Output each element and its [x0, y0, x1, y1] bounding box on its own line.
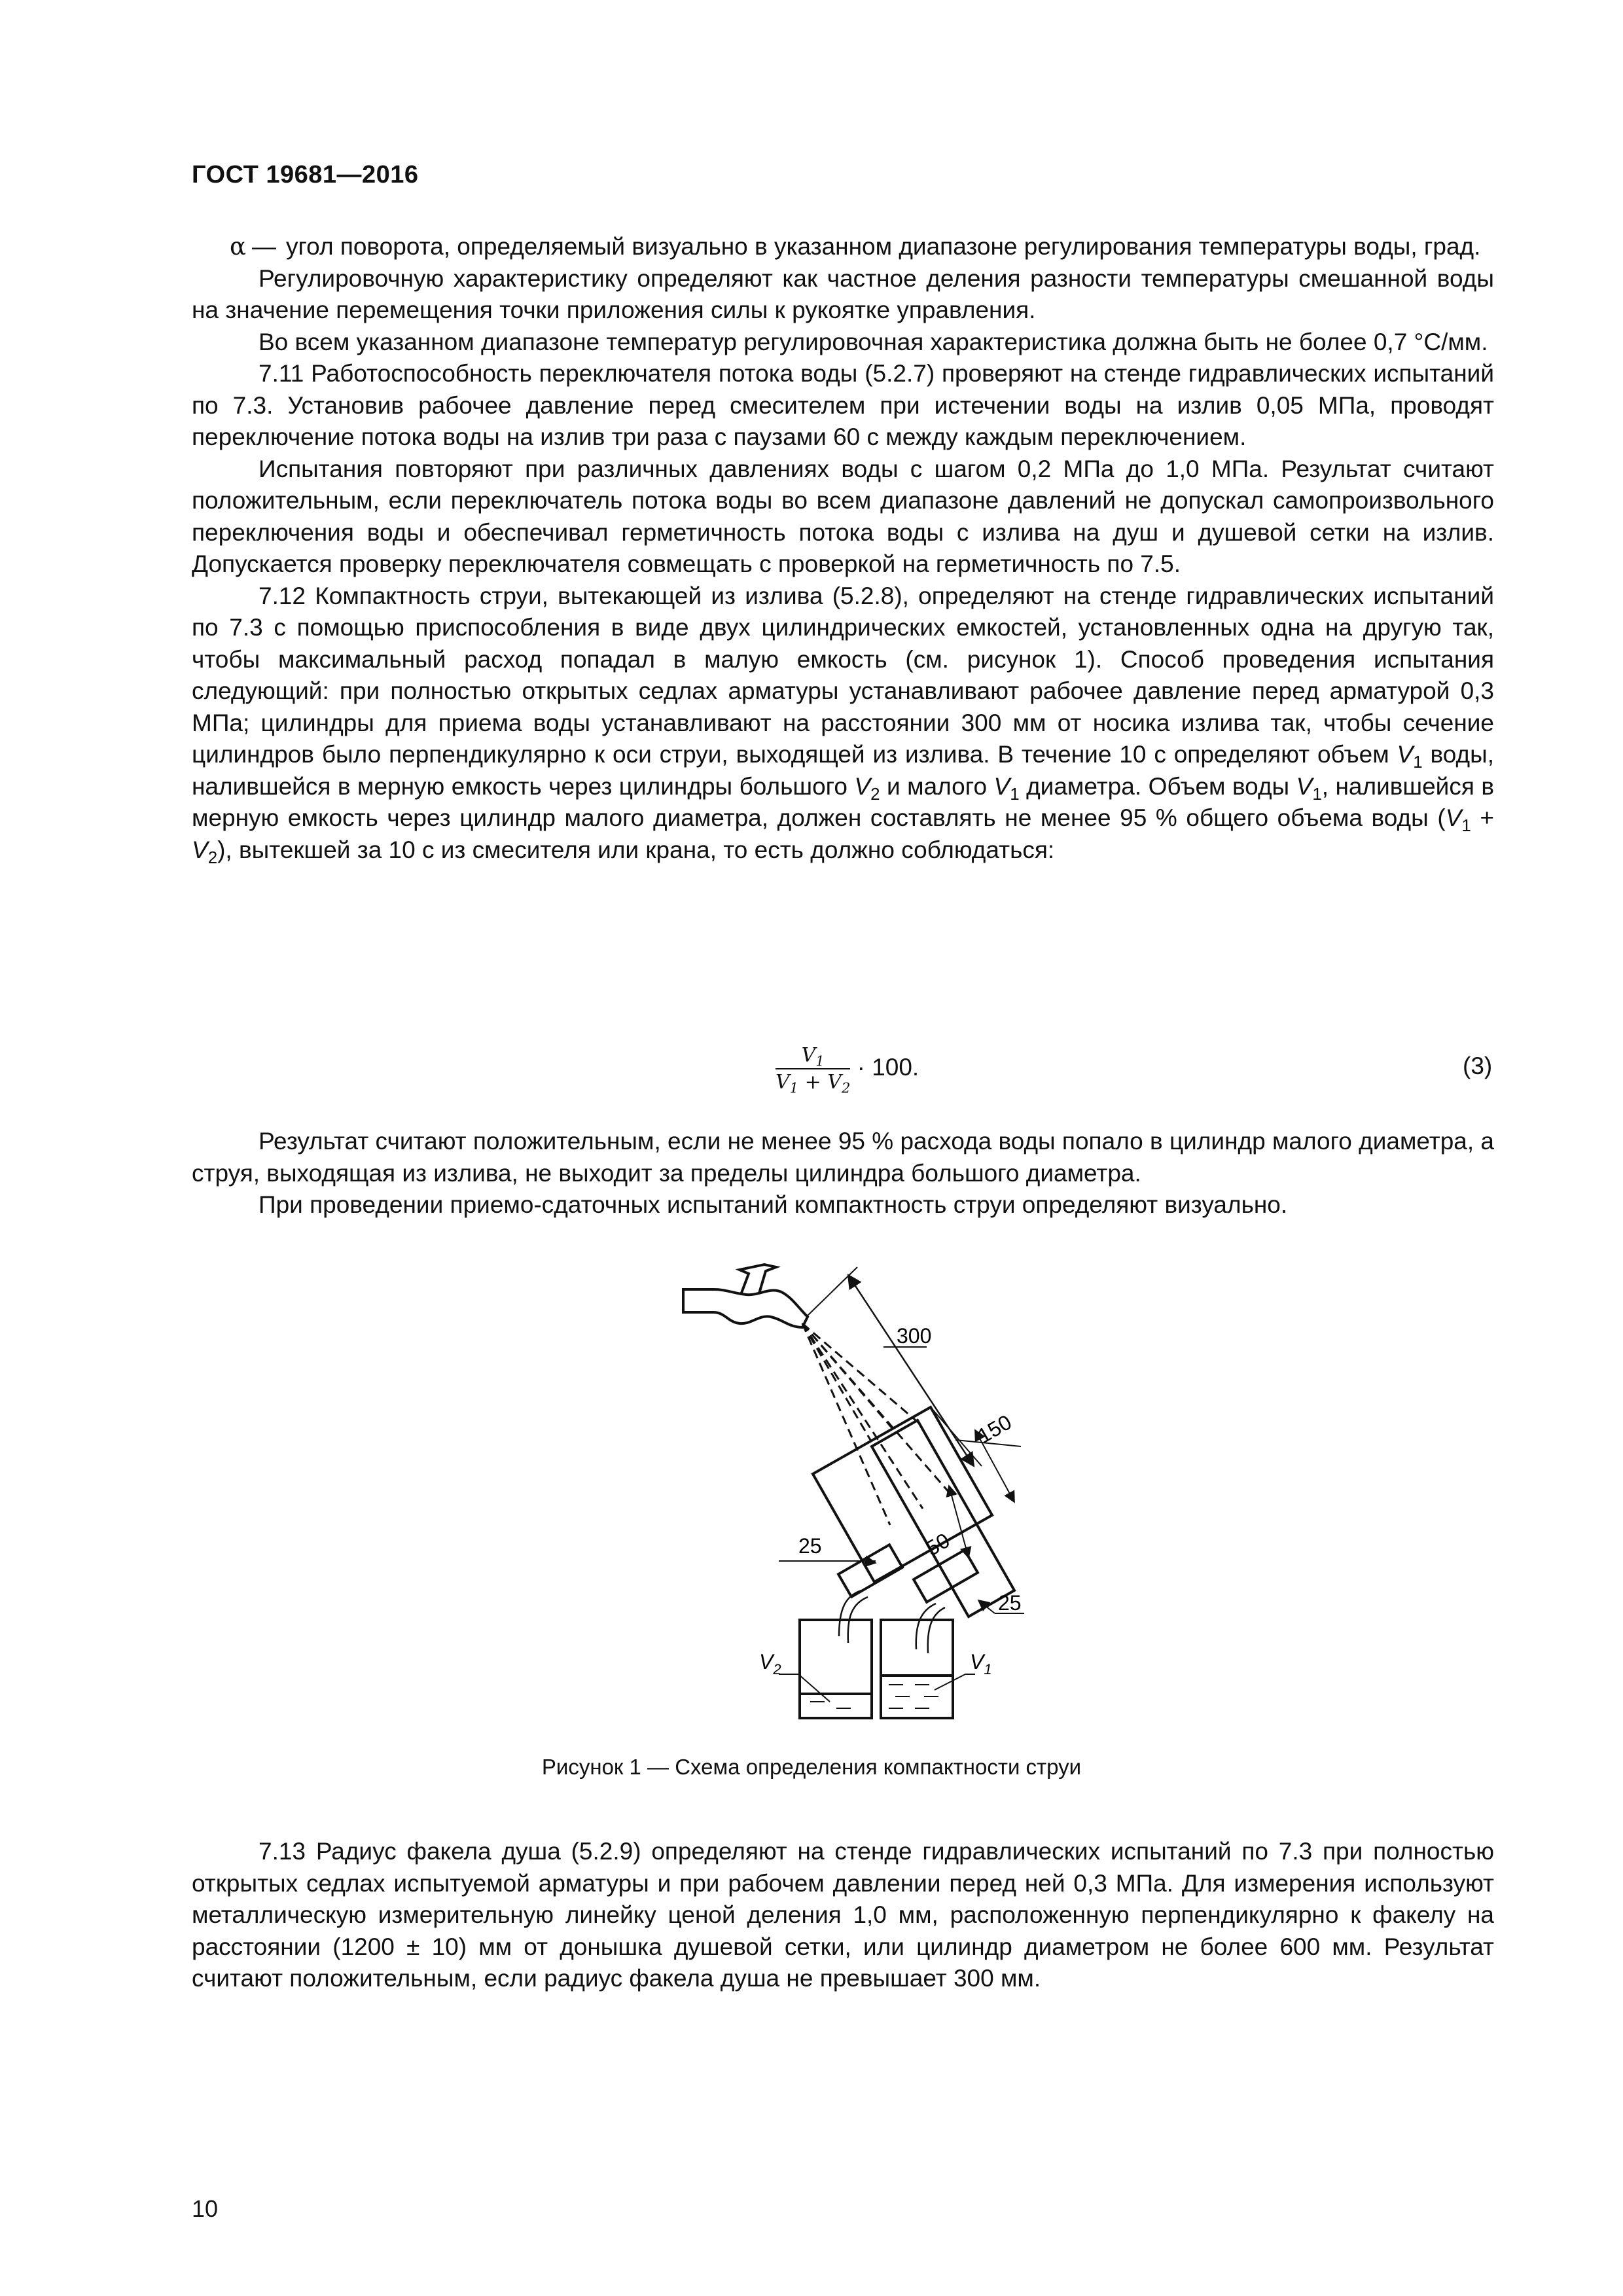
subscript-1: 1 — [1413, 753, 1423, 772]
formula-fraction — [776, 1044, 850, 1094]
paragraph-pressure-tests: Испытания повторяют при различных давлениях воды с шагом 0,2 МПа до 1,0 МПа. Результат считают положительным, если переключатель потока воды во всем диапазоне давлений не допускал самопроизвольного переключения воды и обеспечивал герметичность потока воды с излива на душ и душевой сетки на излив. Допускается проверку переключателя совмещать с проверкой на герметичность по 7.5. — [192, 455, 1494, 577]
v-symbol: V — [827, 1071, 842, 1094]
subscript-1: 1 — [1461, 816, 1471, 835]
p712-part-e: , налившейся в мерную емкость через цилиндр малого диаметра, должен составлять не менее 95 % общего объема воды ( — [192, 772, 1495, 831]
subscript-2: 2 — [870, 785, 880, 804]
flow-curve-v1 — [916, 1604, 936, 1649]
water-level-marks — [810, 1685, 938, 1708]
subscript-1: 1 — [1010, 785, 1020, 804]
paragraph-7-12 — [192, 581, 1494, 867]
label-50: 50 — [921, 1528, 954, 1560]
label-v2-letter: V — [759, 1650, 774, 1674]
subscript-1: 1 — [815, 1053, 825, 1069]
v-symbol: V — [993, 772, 1010, 800]
alpha-definition — [192, 231, 1494, 263]
v-symbol: V — [1397, 741, 1414, 768]
subscript-2: 2 — [841, 1080, 851, 1096]
vessel-v2 — [800, 1620, 872, 1718]
v-symbol: V — [801, 1044, 816, 1067]
label-25-top: 25 — [798, 1534, 822, 1558]
page-number: 10 — [192, 2195, 219, 2222]
subscript-1: 1 — [1312, 785, 1322, 804]
p712-part-b: воды, налившейся в мерную емкость через цилиндры большого — [192, 741, 1494, 800]
formula-numerator — [776, 1044, 850, 1069]
paragraph-regulating-characteristic: Регулировочную характеристику определяют как частное деления разности температуры смешанной воды на значение перемещения точки приложения силы к рукоятке управления. — [192, 264, 1494, 323]
dimension-line-300 — [808, 1267, 857, 1316]
formula-3 — [776, 1044, 919, 1094]
subscript-1: 1 — [789, 1080, 799, 1096]
text-block-upper — [192, 231, 1494, 866]
label-v1 — [970, 1650, 992, 1677]
label-300: 300 — [897, 1324, 932, 1348]
label-150: 150 — [973, 1410, 1016, 1448]
alpha-symbol: α — [230, 232, 246, 260]
p712-part-g: ), вытекшей за 10 с из смесителя или крана, то есть должно соблюдаться: — [217, 836, 1055, 863]
document-header: ГОСТ 19681—2016 — [192, 161, 419, 188]
v-symbol: V — [776, 1071, 790, 1094]
small-cylinder — [872, 1420, 1014, 1617]
large-cylinder — [813, 1407, 992, 1582]
p712-part-f: + — [1471, 804, 1495, 831]
plus-sign: + — [798, 1071, 828, 1094]
v-symbol: V — [192, 836, 208, 863]
v-symbol: V — [854, 772, 871, 800]
paragraph-result-positive: Результат считают положительным, если не менее 95 % расхода воды попало в цилиндр малого диаметра, а струя, выходящая из излива, не выходит за пределы цилиндра большого диаметра. — [192, 1128, 1494, 1187]
p712-part-a: 7.12 Компактность струи, вытекающей из излива (5.2.8), определяют на стенде гидравлических испытаний по 7.3 с помощью приспособления в виде двух цилиндрических емкостей, установленных одна на другую так, чтобы максимальный расход попадал в малую емкость (см. рисунок 1). Способ проведения испытания следующий: при полностью открытых седлах арматуры устанавливают рабочее давление перед арматурой 0,3 МПа; цилиндры для приема воды устанавливают на расстоянии 300 мм от носика излива так, чтобы сечение цилиндров было перпендикулярно к оси струи, выходящей из излива. В течение 10 с определяют объем — [192, 582, 1494, 768]
figure-caption: Рисунок 1 — Схема определения компактности струи — [541, 1755, 1082, 1779]
label-25-bottom: 25 — [998, 1591, 1022, 1615]
p712-part-c: и малого — [880, 772, 994, 800]
paragraph-temperature-limit: Во всем указанном диапазоне температур регулировочная характеристика должна быть не более 0,7 °С/мм. — [259, 328, 1488, 355]
text-block-lower — [192, 1836, 1494, 1995]
paragraph-7-13: 7.13 Радиус факела душа (5.2.9) определяют на стенде гидравлических испытаний по 7.3 при полностью открытых седлах испытуемой арматуры и при рабочем давлении перед ней 0,3 МПа. Для измерения используют металлическую измерительную линейку ценой деления 1,0 мм, расположенную перпендикулярно к факелу на расстоянии (1200 ± 10) мм от донышка душевой сетки, или цилиндр диаметром не более 600 мм. Результат считают положительным, если радиус факела душа не превышает 300 мм. — [192, 1838, 1494, 1992]
figure-jet-compactness-diagram — [668, 1250, 1073, 1734]
label-v2-sub: 2 — [773, 1661, 781, 1677]
v-symbol: V — [1296, 772, 1313, 800]
equation-number: (3) — [1463, 1052, 1493, 1079]
formula-tail: · 100. — [857, 1053, 919, 1081]
label-v2 — [759, 1650, 781, 1677]
flow-curve-v2 — [839, 1590, 861, 1636]
definition-dash: — — [252, 233, 276, 260]
faucet-body — [683, 1289, 808, 1327]
paragraph-7-11: 7.11 Работоспособность переключателя потока воды (5.2.7) проверяют на стенде гидравлических испытаний по 7.3. Установив рабочее давление перед смесителем при истечении воды на излив 0,05 МПа, проводят переключение потока воды на излив три раза с паузами 60 с между каждым переключением. — [192, 360, 1494, 450]
label-v1-sub: 1 — [984, 1661, 992, 1677]
v-symbol: V — [1445, 804, 1462, 831]
definition-text: угол поворота, определяемый визуально в указанном диапазоне регулирования температуры воды, град. — [286, 233, 1481, 260]
paragraph-acceptance-tests: При проведении приемо-сдаточных испытаний компактность струи определяют визуально. — [259, 1191, 1288, 1218]
label-v1-letter: V — [970, 1650, 984, 1674]
formula-denominator — [776, 1069, 850, 1094]
subscript-2: 2 — [207, 848, 218, 867]
p712-part-d: диаметра. Объем воды — [1019, 772, 1296, 800]
text-block-after-formula — [192, 1126, 1494, 1221]
